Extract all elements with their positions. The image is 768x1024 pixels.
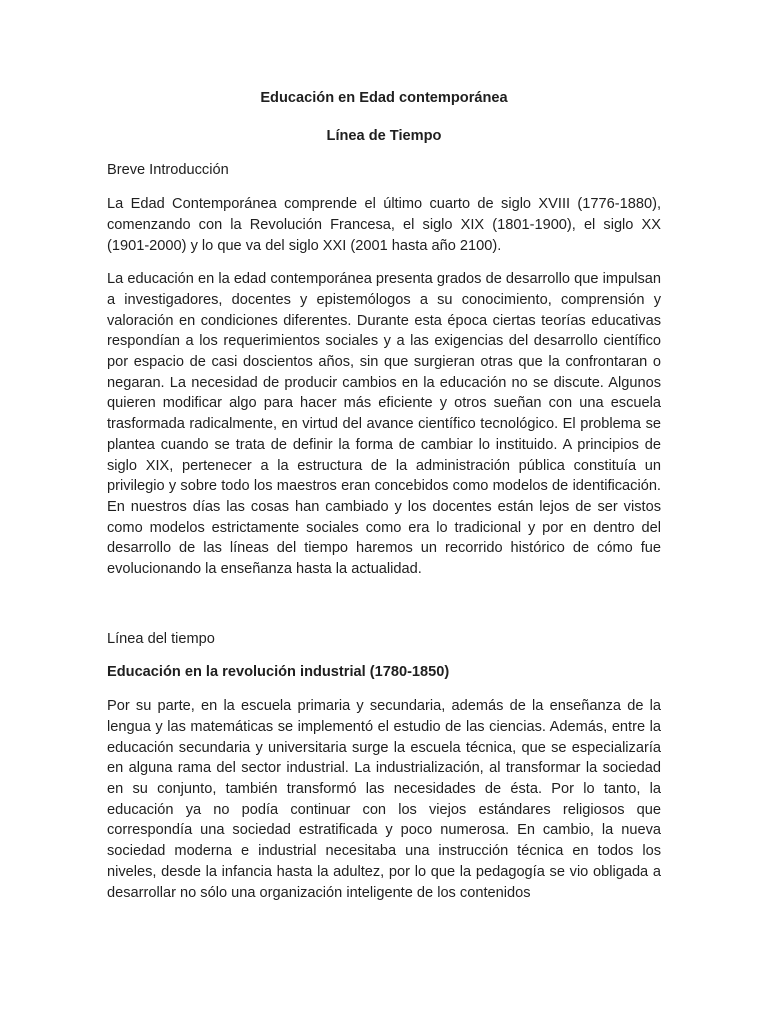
timeline-label: Línea del tiempo	[107, 630, 215, 647]
section-spacer	[107, 593, 661, 629]
document-page	[107, 88, 661, 916]
document-subtitle: Línea de Tiempo	[326, 127, 442, 144]
section-heading: Educación en la revolución industrial (1780-1850)	[107, 664, 450, 681]
intro-paragraph-1: La Edad Contemporánea comprende el último cuarto de siglo XVIII (1776-1880), comenzando con la Revolución Francesa, el siglo XIX (1801-1900), el siglo XX (1901-2000) y lo que va del siglo XXI (2001 hasta año 2100).	[107, 196, 661, 254]
document-title: Educación en Edad contemporánea	[260, 90, 508, 106]
section-paragraph: Por su parte, en la escuela primaria y secundaria, además de la enseñanza de la lengua y las matemáticas se implementó el estudio de las ciencias. Además, entre la educación secundaria y universitaria surge la escuela técnica, que se especializaría en alguna rama del sector industrial. La industrialización, al transformar la sociedad en su conjunto, también transformó las necesidades de ésta. Por lo tanto, la educación ya no podía continuar con los viejos estándares religiosos que correspondía una sociedad estratificada y poco numerosa. En cambio, la nueva sociedad moderna e industrial necesitaba una instrucción técnica en todos los niveles, desde la infancia hasta la adultez, por lo que la pedagogía se vio obligada a desarrollar no sólo una organización inteligente de los contenidos	[107, 698, 661, 901]
intro-paragraph-2: La educación en la edad contemporánea presenta grados de desarrollo que impulsan a investigadores, docentes y epistemólogos a su conocimiento, comprensión y valoración en condiciones diferentes. Durante esta época ciertas teorías educativas respondían a los requerimientos sociales y a las exigencias del desarrollo científico por espacio de casi doscientos años, sin que surgieran otras que la confrontaran o negaran. La necesidad de producir cambios en la educación no se discute. Algunos quieren modificar algo para hacer más eficiente y otros sueñan con una escuela trasformada radicalmente, en virtud del avance científico tecnológico. El problema se plantea cuando se trata de definir la forma de cambiar lo instituido. A principios de siglo XIX, pertenecer a la estructura de la administración pública constituía un privilegio y sobre todo los maestros eran concebidos como modelos de identificación. En nuestros días las cosas han cambiado y los docentes están lejos de ser vistos como modelos estrictamente sociales como era lo tradicional y por en dentro del desarrollo de las líneas del tiempo haremos un recorrido histórico de cómo fue evolucionando la enseñanza hasta la actualidad.	[107, 271, 661, 578]
intro-label: Breve Introducción	[107, 162, 229, 179]
